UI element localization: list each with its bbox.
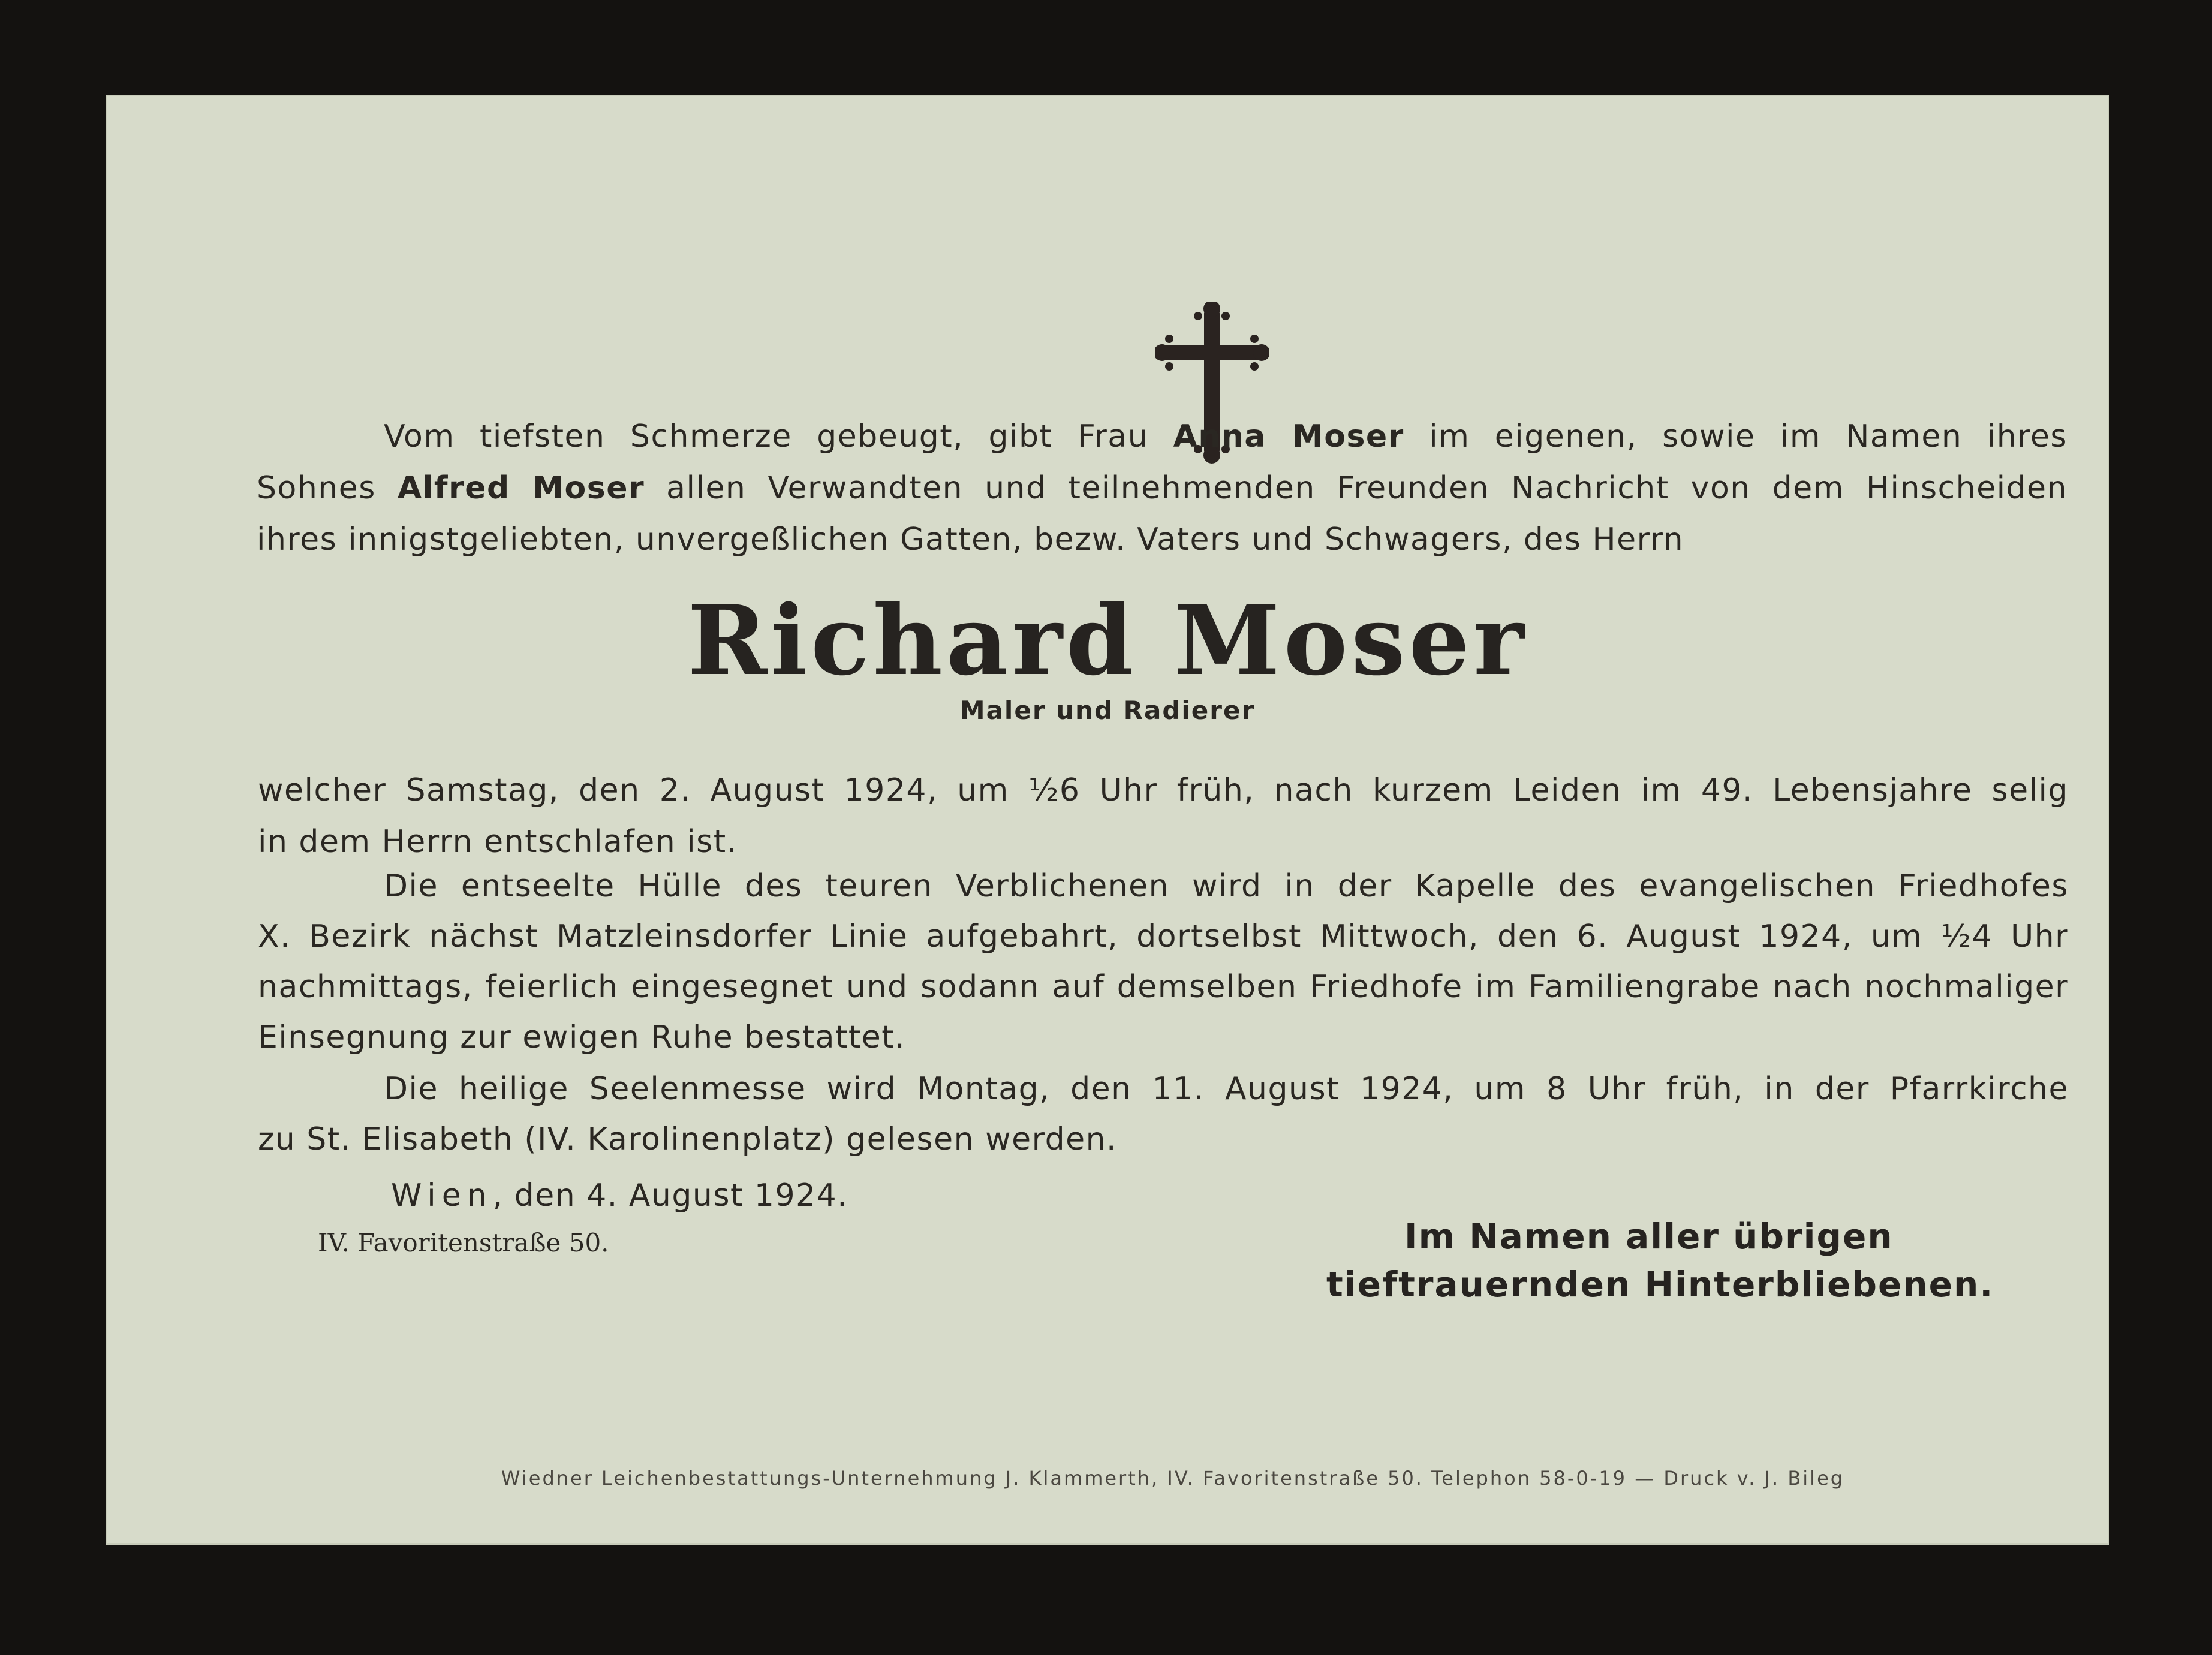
- funeral-line-2: X. Bezirk nächst Matzleinsdorfer Linie aufgebahrt, dortselbst Mittwoch, den 6. August 1924, um ½4 Uhr: [258, 919, 2069, 955]
- closing-line-1: Im Namen aller übrigen: [1404, 1216, 1894, 1257]
- funeral-line-4: Einsegnung zur ewigen Ruhe bestattet.: [258, 1019, 906, 1055]
- funeral-line-3: nachmittags, feierlich eingesegnet und sodann auf demselben Friedhofe im Familiengrabe nach nochmaliger: [258, 969, 2069, 1005]
- death-line-2: in dem Herrn entschlafen ist.: [258, 824, 738, 860]
- mass-line-2: zu St. Elisabeth (IV. Karolinenplatz) gelesen werden.: [258, 1121, 1118, 1157]
- intro-line-2: [257, 470, 2067, 506]
- son-name: Alfred Moser: [397, 470, 645, 506]
- intro-text: Sohnes: [257, 470, 398, 506]
- intro-text: Vom tiefsten Schmerze gebeugt, gibt Frau: [384, 419, 1173, 455]
- dateline-city: Wien: [391, 1178, 493, 1214]
- widow-name: Anna Moser: [1173, 419, 1404, 455]
- closing-line-2: tieftrauernden Hinterbliebenen.: [1326, 1264, 1994, 1305]
- deceased-profession: Maler und Radierer: [959, 696, 1256, 725]
- intro-text: im eigenen, sowie im Namen ihres: [1404, 419, 2067, 455]
- printer-footer: Wiedner Leichenbestattungs-Unternehmung J. Klammerth, IV. Favoritenstraße 50. Telephon 58-0-19 — Druck v. J. Bileg: [501, 1467, 1845, 1490]
- dateline-date: , den 4. August 1924.: [492, 1178, 848, 1214]
- obituary-card: [106, 95, 2109, 1545]
- mourning-house-address: IV. Favoritenstraße 50.: [318, 1228, 609, 1257]
- dateline: [391, 1178, 848, 1214]
- deceased-name: Richard Moser: [687, 584, 1528, 697]
- death-line-1: welcher Samstag, den 2. August 1924, um ½6 Uhr früh, nach kurzem Leiden im 49. Lebensjahre selig: [258, 772, 2069, 808]
- intro-line-1: [384, 419, 2067, 455]
- intro-text: allen Verwandten und teilnehmenden Freunden Nachricht von dem Hinscheiden: [645, 470, 2067, 506]
- intro-line-3: ihres innigstgeliebten, unvergeßlichen Gatten, bezw. Vaters und Schwagers, des Herrn: [257, 522, 1684, 558]
- funeral-line-1: Die entseelte Hülle des teuren Verblichenen wird in der Kapelle des evangelischen Friedhofes: [384, 868, 2069, 904]
- mass-line-1: Die heilige Seelenmesse wird Montag, den 11. August 1924, um 8 Uhr früh, in der Pfarrkirche: [384, 1071, 2069, 1107]
